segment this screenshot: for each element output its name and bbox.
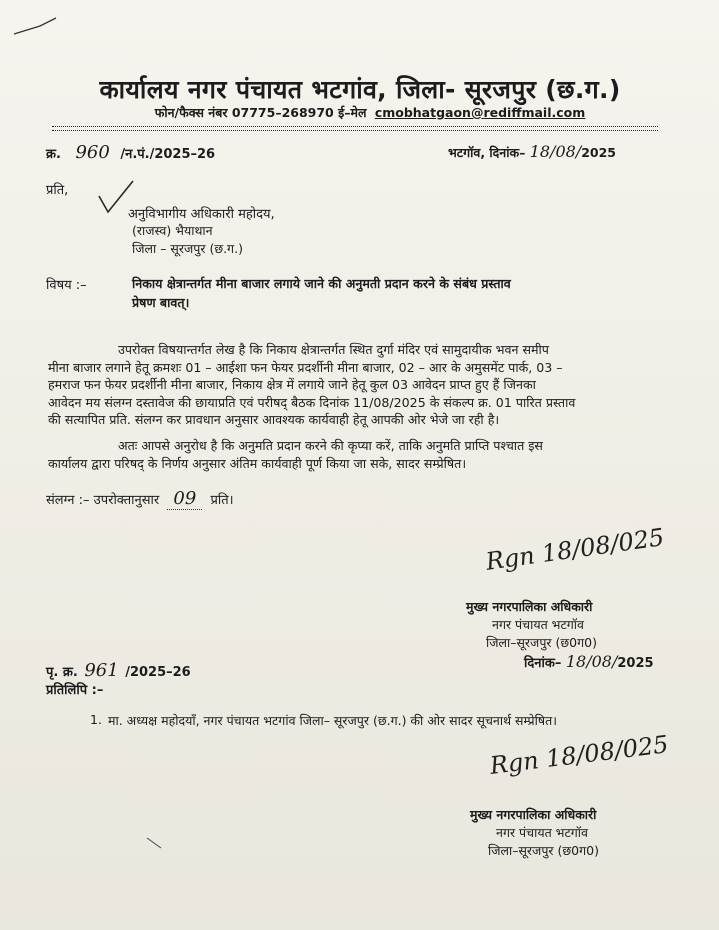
email-link[interactable]: cmobhatgaon@rediffmail.com	[374, 105, 586, 120]
endorsement-ref	[46, 660, 191, 681]
endorse-prefix: पृ. क्र.	[46, 665, 78, 680]
recipient-line-3: जिला – सूरजपुर (छ.ग.)	[132, 241, 243, 256]
signature-scribble-1: Rgn 18/08/025	[484, 523, 666, 576]
date-year: 2025	[581, 145, 616, 160]
reference-line	[46, 142, 215, 163]
pen-mark	[10, 12, 60, 42]
enclosure-suffix: प्रति।	[210, 493, 234, 508]
body-paragraph-1	[48, 341, 658, 429]
date-line	[448, 142, 616, 161]
body-paragraph-2	[48, 437, 658, 472]
sig1-district: जिला–सूरजपुर (छ0ग0)	[486, 635, 597, 650]
header-divider	[52, 126, 658, 127]
endorsement-date	[524, 652, 654, 671]
subject-label: विषय :–	[46, 278, 87, 293]
recipient-line-2: (राजस्व) भैयाथान	[132, 223, 213, 238]
para1-line: उपरोक्त विषयान्तर्गत लेख है कि निकाय क्षेत्रान्तर्गत स्थित दुर्गा मंदिर एवं सामुदायीक भवन समीप	[118, 342, 549, 357]
sig2-designation: मुख्य नगरपालिका अधिकारी	[470, 807, 597, 822]
contact-line	[90, 104, 650, 121]
sig2-district: जिला–सूरजपुर (छ0ग0)	[488, 843, 599, 858]
para1-line: हमराज फन फेयर प्रदर्शीनी मीना बाजार, निकाय क्षेत्र में लगाये जाने हेतू कुल 03 आवेदन प्राप्त हुए हैं जिनका	[48, 377, 536, 392]
copy-item-text: मा. अध्यक्ष महोदयाँ, नगर पंचायत भटगांव जिला– सूरजपुर (छ.ग.) की ओर सादर सूचनार्थ सम्प्रेषित।	[108, 713, 557, 728]
endorse-date-value: 18/08/	[565, 652, 618, 671]
subject-line-2: प्रेषण बावत्।	[132, 295, 190, 310]
header-divider-2	[52, 130, 658, 131]
ref-suffix: /न.पं./2025–26	[120, 147, 216, 162]
signature-scribble-2: Rgn 18/08/025	[488, 730, 670, 780]
enclosure-line	[46, 488, 234, 509]
sig1-designation: मुख्य नगरपालिका अधिकारी	[466, 599, 593, 614]
recipient-line-1: अनुविभागीय अधिकारी महोदय,	[128, 207, 275, 222]
para1-line: आवेदन मय संलग्न दस्तावेज की छायाप्रति एवं परीषद् बैठक दिनांक 11/08/2025 के संकल्प क्र. 01 पारित प्रस्ताव	[48, 394, 576, 410]
to-label: प्रति,	[46, 183, 69, 198]
enclosure-label: संलग्न :– उपरोक्तानुसार	[46, 493, 160, 508]
para2-line: अतः आपसे अनुरोध है कि अनुमति प्रदान करने की कृप्या करें, ताकि अनुमति प्राप्ति पश्चात इस	[118, 438, 543, 453]
date-value: 18/08/	[529, 142, 582, 161]
copy-label: प्रतिलिपि :–	[46, 683, 104, 698]
stray-mark	[145, 836, 165, 852]
copy-item-no: 1.	[90, 712, 102, 727]
subject-line-1: निकाय क्षेत्रान्तर्गत मीना बाजार लगाये जाने की अनुमती प्रदान करने के संबंध प्रस्ताव	[132, 276, 511, 291]
contact-prefix: फोन/फैक्स नंबर 07775–268970 ई–मेल	[154, 105, 367, 120]
endorse-suffix: /2025–26	[125, 665, 191, 680]
para1-line: मीना बाजार लगाने हेतू क्रमशः 01 – आईशा फन फेयर प्रदर्शीनी मीना बाजार, 02 – आर के अमुसमेंट पार्क, 03 –	[48, 359, 563, 375]
para1-line: की सत्यापित प्रति. संलग्न कर प्रावधान अनुसार आवश्यक कार्यवाही हेतू आपकी ओर भेजे जा रही है।	[48, 412, 500, 427]
office-title: कार्यालय नगर पंचायत भटगांव, जिला- सूरजपुर (छ.ग.)	[99, 75, 621, 104]
para2-line: कार्यालय द्वारा परिषद् के निर्णय अनुसार अंतिम कार्यवाही पूर्ण किया जा सके, सादर सम्प्रेषित।	[48, 455, 467, 471]
endorse-date-year: 2025	[617, 656, 654, 671]
date-label: भटगॉव, दिनांक–	[448, 145, 526, 160]
ref-number: 960	[75, 142, 110, 163]
endorse-number: 961	[84, 660, 119, 681]
sig2-office: नगर पंचायत भटगॉव	[496, 825, 588, 840]
sig1-office: नगर पंचायत भटगॉव	[492, 617, 584, 632]
endorse-date-label: दिनांक–	[524, 656, 562, 671]
enclosure-count: 09	[167, 488, 202, 510]
ref-prefix: क्र.	[46, 147, 61, 162]
